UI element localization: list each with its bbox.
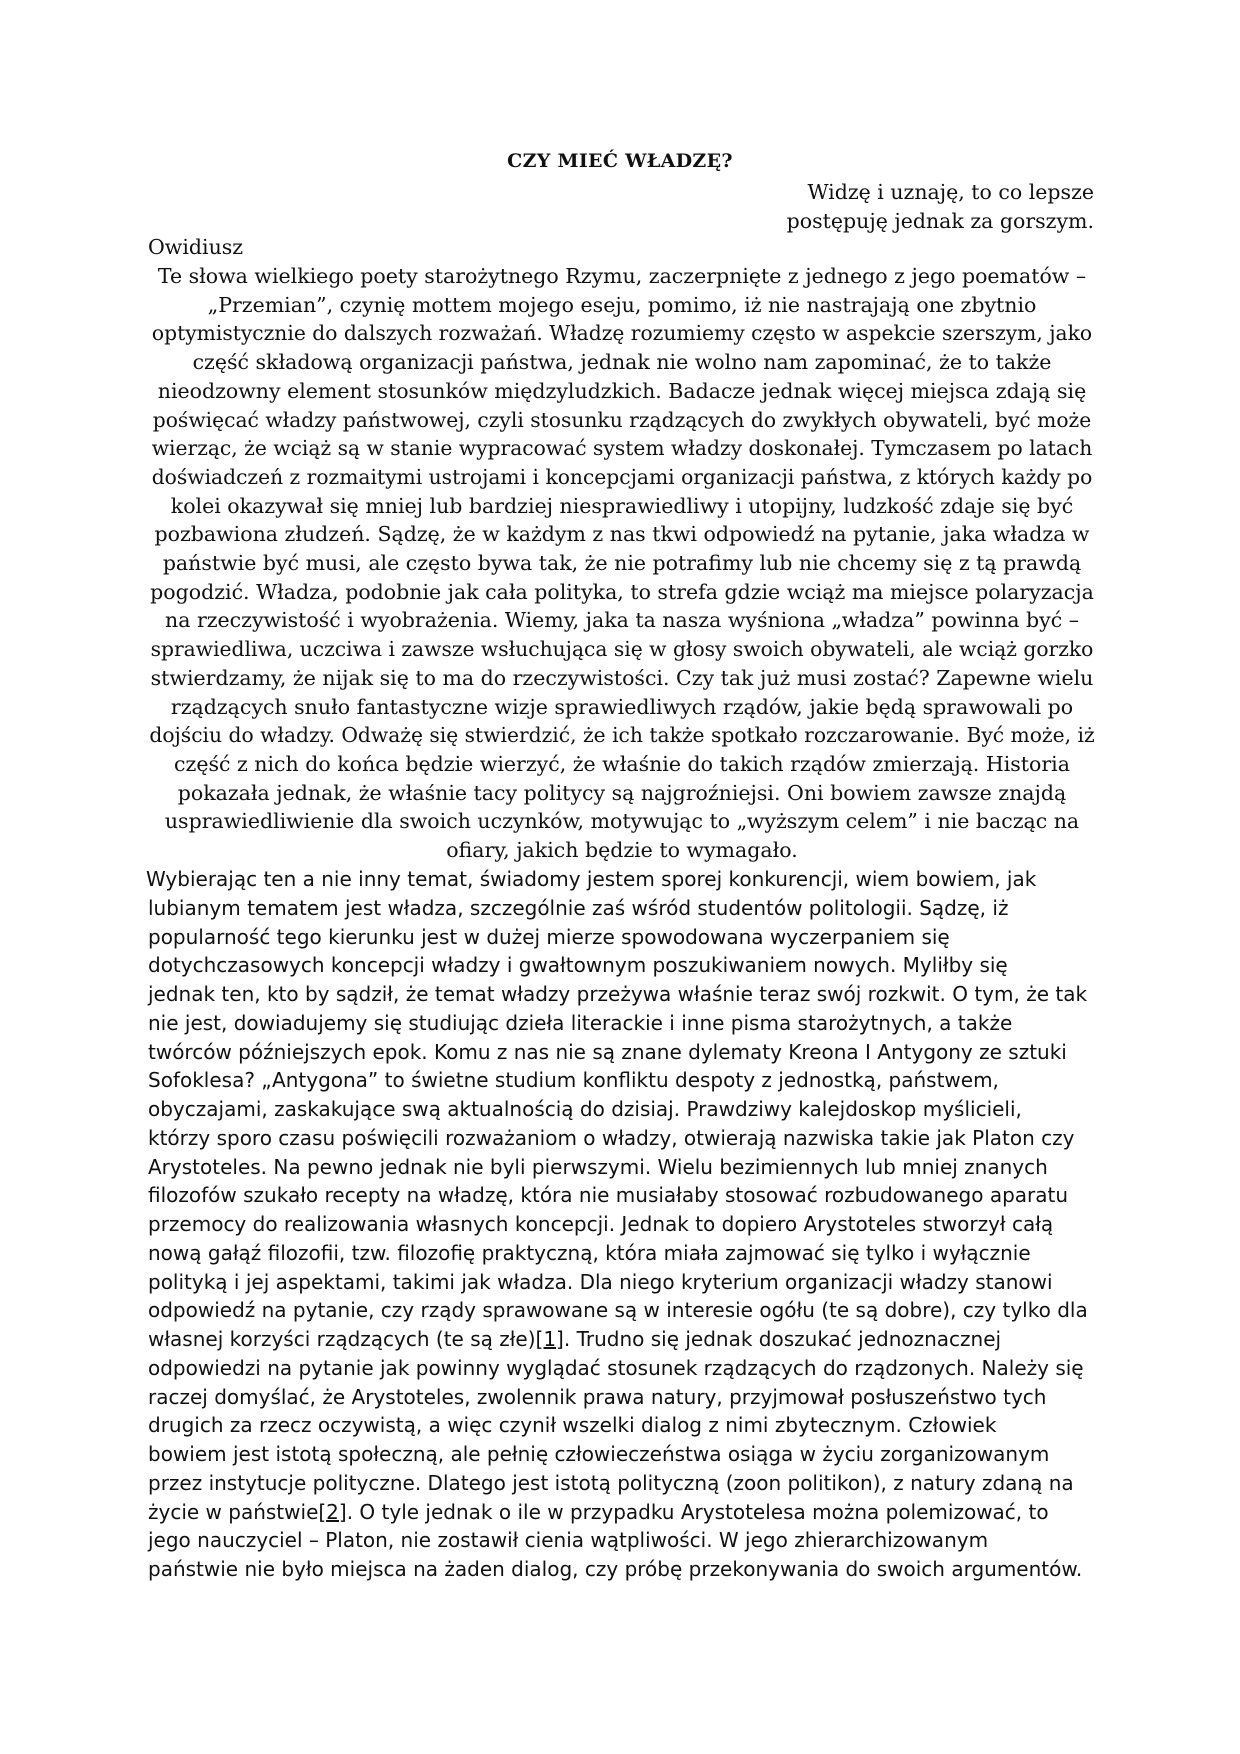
text-line: stwierdzamy, że nijak się to ma do rzeczywistości. Czy tak już musi zostać? Zapewne wielu (150, 665, 1094, 690)
text-fragment: . Trudno się jednak doszukać jednoznacznej (563, 1327, 1002, 1351)
text-line: sprawiedliwa, uczciwa i zawsze wsłuchująca się w głosy swoich obywateli, ale wciąż gorzko (150, 637, 1094, 662)
text-line: państwie być musi, ale często bywa tak, że nie potrafimy lub nie chcemy się z tą prawdą (162, 551, 1082, 576)
text-line: część z nich do końca będzie wierzyć, że właśnie do takich rządów zmierzają. Historia (174, 751, 1070, 776)
text-line: którzy sporo czasu poświęcili rozważaniom o władzy, otwierają nazwiska takie jak Platon czy (148, 1125, 1075, 1150)
text-line: odpowiedź na pytanie, czy rządy sprawowane są w interesie ogółu (te są dobre), czy tylko dla (148, 1298, 1088, 1323)
text-line: przez instytucje polityczne. Dlatego jest istotą polityczną (zoon politikon), z natury zdaną na (148, 1470, 1074, 1495)
text-line: lubianym tematem jest władza, szczególnie zaś wśród studentów politologii. Sądzę, iż (148, 895, 1009, 920)
text-line: raczej domyślać, że Arystoteles, zwolennik prawa natury, przyjmował posłuszeństwo tych (148, 1384, 1047, 1409)
text-fragment: życie w państwie (148, 1499, 319, 1524)
paragraph-2 (146, 865, 1096, 1584)
text-line: Te słowa wielkiego poety starożytnego Rzymu, zaczerpnięte z jednego z jego poematów – (157, 264, 1087, 288)
epigraph-author: Owidiusz (148, 235, 244, 259)
text-line: dotychczasowych koncepcji władzy i gwałtownym poszukiwaniem nowych. Myliłby się (148, 953, 1008, 978)
text-line: część składową organizacji państwa, jednak nie wolno nam zapominać, że to także (192, 350, 1052, 375)
text-line: rządzących snuło fantastyczne wizje sprawiedliwych rządów, jakie będą sprawowali po (170, 694, 1074, 719)
text-line: usprawiedliwienie dla swoich uczynków, motywując to „wyższym celem” i nie bacząc na (164, 809, 1080, 834)
text-line: nową gałąź filozofii, tzw. filozofię praktyczną, która miała zajmować się tylko i wyłącznie (148, 1240, 1031, 1265)
text-line: pozbawiona złudzeń. Sądzę, że w każdym z nas tkwi odpowiedź na pytanie, jaka władza w (154, 522, 1090, 547)
text-line: filozofów szukało recepty na władzę, która nie musiałaby stosować rozbudowanego aparatu (148, 1183, 1069, 1208)
text-line: „Przemian”, czynię mottem mojego eseju, pomimo, iż nie nastrajają one zbytnio (207, 292, 1037, 317)
text-line: bowiem jest istotą społeczną, ale pełnię człowieczeństwa osiąga w życiu zorganizowanym (148, 1442, 1050, 1466)
epigraph (787, 178, 1094, 236)
epigraph-line: Widzę i uznaję, to co lepsze (807, 180, 1094, 204)
text-line: Arystoteles. Na pewno jednak nie byli pierwszymi. Wielu bezimiennych lub mniej znanych (148, 1154, 1048, 1179)
text-line: ofiary, jakich będzie to wymagało. (446, 838, 798, 863)
text-line: Wybierając ten a nie inny temat, świadomy jestem sporej konkurencji, wiem bowiem, jak (146, 867, 1037, 891)
paragraph-1 (148, 262, 1096, 865)
document-title: CZY MIEĆ WŁADZĘ? (507, 150, 733, 172)
text-line: drugich za rzecz oczywistą, a więc czynił wszelki dialog z nimi zbytecznym. Człowiek (148, 1413, 997, 1438)
text-line: wierząc, że wciąż są w stanie wypracować system władzy doskonałej. Tymczasem po latach (151, 436, 1093, 461)
text-line: na rzeczywistość i wyobrażenia. Wiemy, jaka ta nasza wyśniona „władza” powinna być – (165, 608, 1079, 633)
text-line: doświadczeń z rozmaitymi ustrojami i koncepcjami organizacji państwa, z których każdy po (151, 464, 1093, 489)
text-line: jednak ten, kto by sądził, że temat władzy przeżywa właśnie teraz swój rozkwit. O tym, że tak (148, 982, 1088, 1006)
text-line: dojściu do władzy. Odważę się stwierdzić, że ich także spotkało rozczarowanie. Być może, iż (149, 723, 1095, 748)
text-line (146, 1325, 1096, 1354)
footnote-link-2[interactable]: [2] (318, 1499, 347, 1524)
text-line: nieodzowny element stosunków międzyludzkich. Badacze jednak więcej miejsca zdają się (157, 378, 1087, 403)
text-line: jego nauczyciel – Platon, nie zostawił cienia wątpliwości. W jego zhierarchizowanym (148, 1528, 989, 1553)
text-line: nie jest, dowiadujemy się studiując dzieła literackie i inne pisma starożytnych, a także (148, 1010, 1013, 1035)
text-line: przemocy do realizowania własnych koncepcji. Jednak to dopiero Arystoteles stworzył całą (148, 1212, 1054, 1236)
text-fragment: . O tyle jednak o ile w przypadku Arystotelesa można polemizować, to (346, 1499, 1049, 1524)
text-line: państwie nie było miejsca na żaden dialog, czy próbę przekonywania do swoich argumentów. (148, 1557, 1083, 1581)
text-line: obyczajami, zaskakujące swą aktualnością do dzisiaj. Prawdziwy kalejdoskop myślicieli, (148, 1097, 1022, 1121)
text-line: popularność tego kierunku jest w dużej mierze spowodowana wyczerpaniem się (148, 924, 950, 949)
text-line: pokazała jednak, że właśnie tacy politycy są najgroźniejsi. Oni bowiem zawsze znajdą (177, 780, 1067, 805)
text-line: kolei okazywał się mniej lub bardziej niesprawiedliwy i utopijny, ludzkość zdaje się być (170, 493, 1074, 518)
text-line: polityką i jej aspektami, takimi jak władza. Dla niego kryterium organizacji władzy stanowi (148, 1269, 1053, 1294)
text-line: optymistycznie do dalszych rozważań. Władzę rozumiemy często w aspekcie szerszym, jako (151, 321, 1093, 346)
text-line: pogodzić. Władza, podobnie jak cała polityka, to strefa gdzie wciąż ma miejsce polaryzacja (150, 579, 1094, 604)
text-line: odpowiedzi na pytanie jak powinny wyglądać stosunek rządzących do rządzonych. Należy się (148, 1355, 1084, 1380)
text-line: poświęcać władzy państwowej, czyli stosunku rządzących do zwykłych obywateli, być może (152, 407, 1092, 432)
epigraph-line: postępuję jednak za gorszym. (786, 209, 1094, 233)
text-line (146, 1498, 1096, 1527)
text-line: Sofoklesa? „Antygona” to świetne studium konfliktu despoty z jednostką, państwem, (148, 1068, 999, 1093)
text-fragment: własnej korzyści rządzących (te są złe) (148, 1327, 536, 1351)
footnote-link-1[interactable]: [1] (535, 1327, 564, 1351)
text-line: twórców późniejszych epok. Komu z nas nie są znane dylematy Kreona I Antygony ze sztuki (148, 1039, 1067, 1064)
